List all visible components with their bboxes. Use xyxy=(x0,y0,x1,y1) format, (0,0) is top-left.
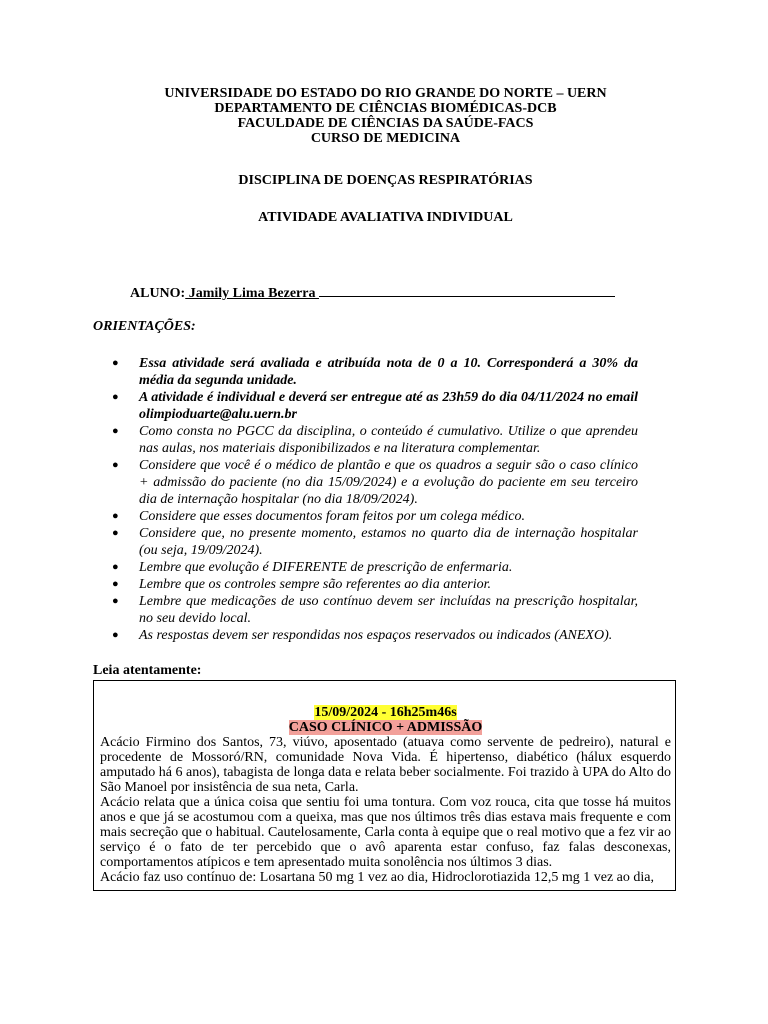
header-line-university: UNIVERSIDADE DO ESTADO DO RIO GRANDE DO NORTE – UERN xyxy=(164,86,607,101)
list-item: ● As respostas devem ser respondidas nos espaços reservados ou indicados (ANEXO). xyxy=(112,628,613,643)
case-paragraph-identification: Acácio Firmino dos Santos, 73, viúvo, aposentado (atuava como servente de pedreiro), natural e procedente de Mossoró/RN, comunidade Nova Vida. É hipertenso, diabético (hálux esquerdo amputado há 6 anos), tabagista de longa data e relata beber socialmente. Foi trazido à UPA do Alto do São Manoel por insistência de sua neta, Carla. xyxy=(100,735,671,795)
list-item: ● Lembre que evolução é DIFERENTE de prescrição de enfermaria. xyxy=(112,560,513,575)
list-item: ● Como consta no PGCC da disciplina, o conteúdo é cumulativo. Utilize o que aprendeu nas aulas, nos materiais disponibilizados e na literatura complementar. xyxy=(112,424,638,456)
read-carefully-label: Leia atentamente: xyxy=(93,663,202,678)
bullet-icon: ● xyxy=(112,629,119,641)
bullet-icon: ● xyxy=(112,527,119,539)
orientations-title: ORIENTAÇÕES: xyxy=(93,319,196,334)
bullet-icon: ● xyxy=(112,357,119,369)
student-name: Jamily Lima Bezerra xyxy=(185,286,319,301)
clinical-case-box xyxy=(93,680,676,891)
institution-header xyxy=(93,86,678,146)
bullet-icon: ● xyxy=(112,391,119,403)
header-line-department: DEPARTAMENTO DE CIÊNCIAS BIOMÉDICAS-DCB xyxy=(214,101,557,116)
list-item: ● Essa atividade será avaliada e atribuída nota de 0 a 10. Corresponderá a 30% da média da segunda unidade. xyxy=(112,356,638,388)
case-title xyxy=(100,720,671,735)
bullet-icon: ● xyxy=(112,561,119,573)
list-item: ● Considere que esses documentos foram feitos por um colega médico. xyxy=(112,509,525,524)
bullet-icon: ● xyxy=(112,459,119,471)
orientations-list xyxy=(112,355,638,644)
bullet-icon: ● xyxy=(112,578,119,590)
case-title-text: CASO CLÍNICO + ADMISSÃO xyxy=(288,720,483,735)
header-line-faculty: FACULDADE DE CIÊNCIAS DA SAÚDE-FACS xyxy=(237,116,534,131)
header-line-course: CURSO DE MEDICINA xyxy=(310,131,461,146)
case-paragraph-medications: Acácio faz uso contínuo de: Losartana 50 mg 1 vez ao dia, Hidroclorotiazida 12,5 mg 1 vez ao dia, xyxy=(100,870,654,885)
case-timestamp xyxy=(100,705,671,720)
clinical-case-content xyxy=(100,705,671,885)
discipline-title: DISCIPLINA DE DOENÇAS RESPIRATÓRIAS xyxy=(238,173,533,188)
list-item: ● Considere que você é o médico de plantão e que os quadros a seguir são o caso clínico + admissão do paciente (no dia 15/09/2024) e a evolução do paciente em seu terceiro dia de internação hospitalar (no dia 18/09/2024). xyxy=(112,458,638,507)
student-name-blank-line xyxy=(319,284,615,297)
activity-title: ATIVIDADE AVALIATIVA INDIVIDUAL xyxy=(258,210,513,225)
bullet-icon: ● xyxy=(112,425,119,437)
list-item: ● Lembre que os controles sempre são referentes ao dia anterior. xyxy=(112,577,492,592)
student-label: ALUNO: xyxy=(130,286,186,301)
case-timestamp-text: 15/09/2024 - 16h25m46s xyxy=(314,705,457,720)
student-line xyxy=(130,284,615,302)
list-item: ● Lembre que medicações de uso contínuo devem ser incluídas na prescrição hospitalar, no seu devido local. xyxy=(112,594,638,626)
bullet-icon: ● xyxy=(112,595,119,607)
list-item: ● A atividade é individual e deverá ser entregue até as 23h59 do dia 04/11/2024 no email olimpioduarte@alu.uern.br xyxy=(112,390,638,422)
bullet-icon: ● xyxy=(112,510,119,522)
case-paragraph-history: Acácio relata que a única coisa que sentiu foi uma tontura. Com voz rouca, cita que tosse há muitos anos e que já se acostumou com a queixa, mas que nos últimos três dias estava mais frequente e com mais secreção que o habitual. Cautelosamente, Carla conta à equipe que o real motivo que a fez vir ao serviço é o fato de ter percebido que o avô aparenta estar confuso, faz falas desconexas, comportamentos atípicos e tem apresentado muita sonolência nos últimos 3 dias. xyxy=(100,795,671,870)
list-item: ● Considere que, no presente momento, estamos no quarto dia de internação hospitalar (ou seja, 19/09/2024). xyxy=(112,526,638,558)
